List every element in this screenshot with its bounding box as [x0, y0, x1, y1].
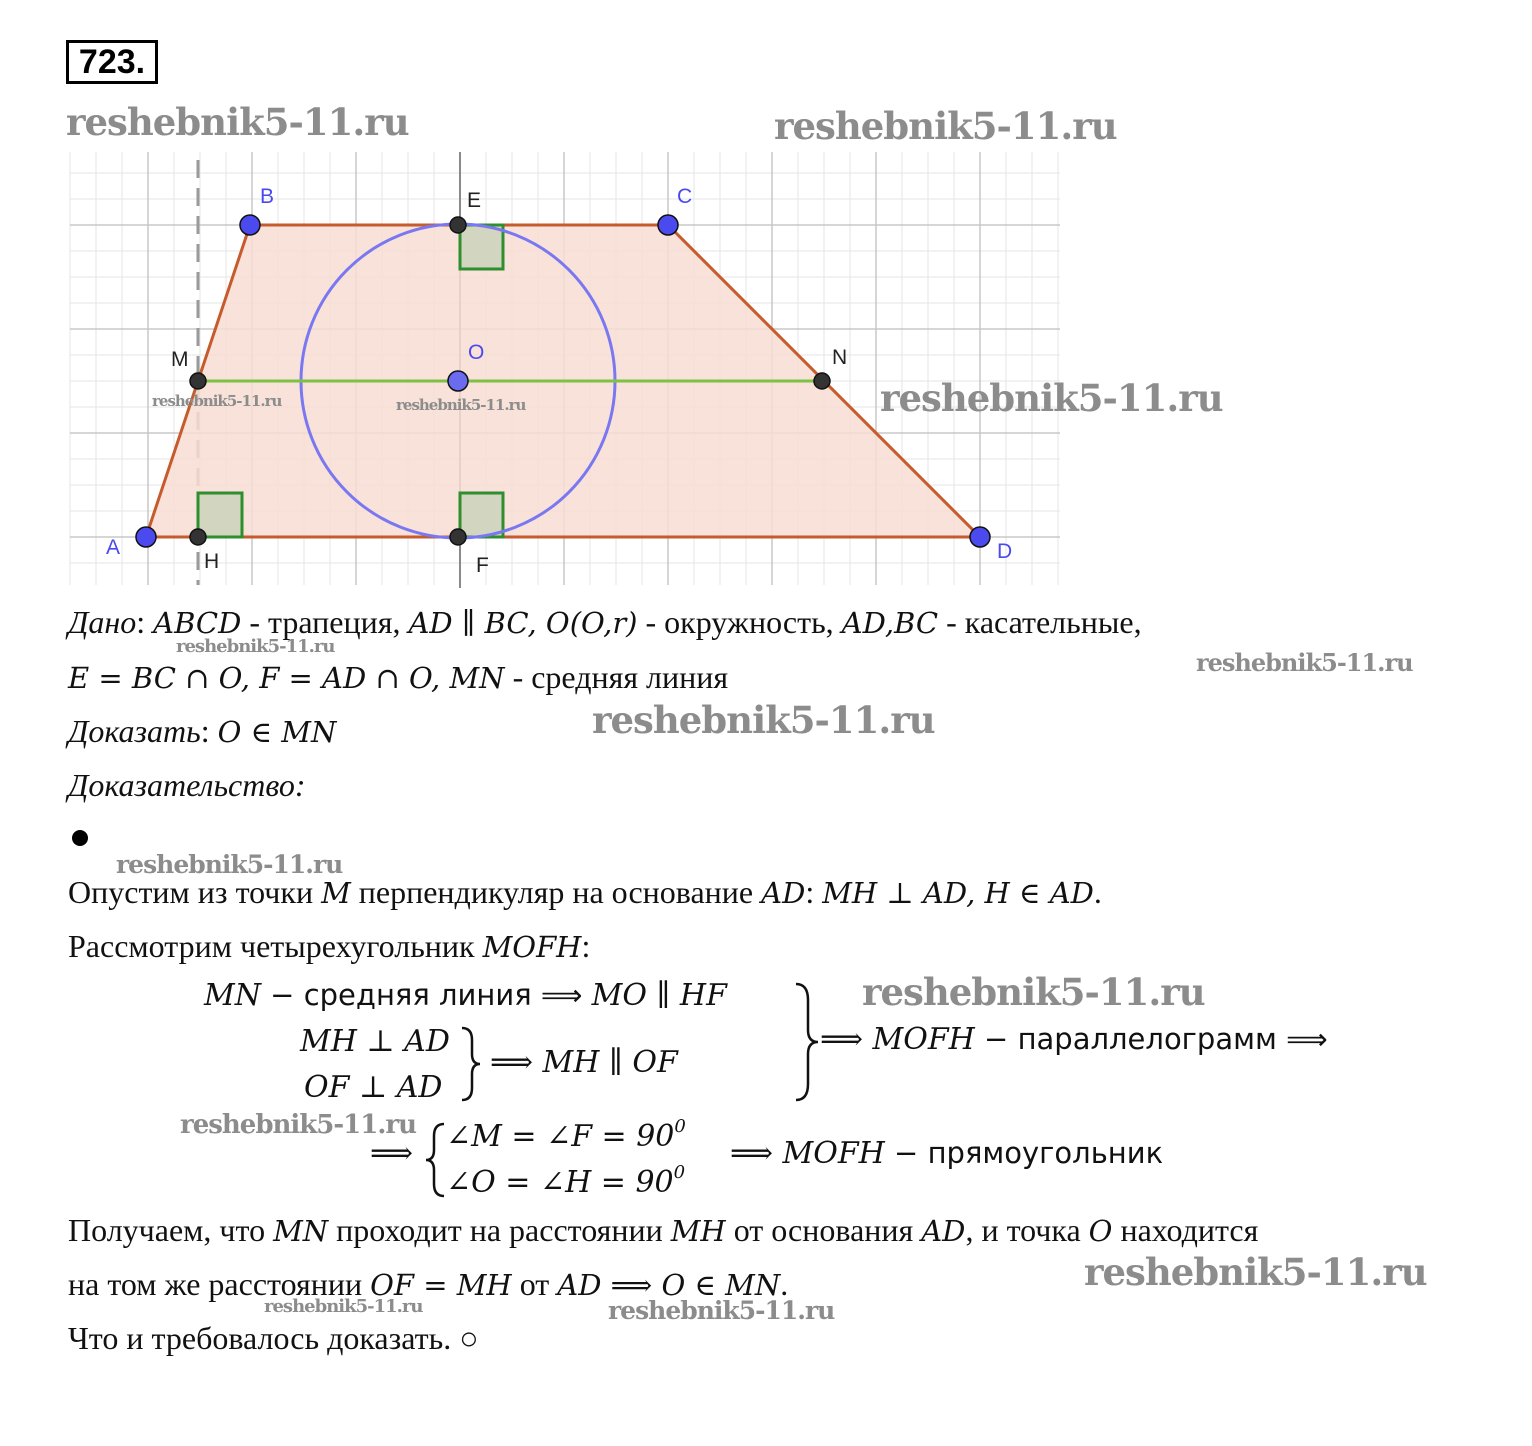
point-F: [450, 529, 466, 545]
point-A: [136, 527, 156, 547]
right-angle-E: [460, 225, 503, 269]
watermark: reshebnik5-11.ru: [396, 396, 526, 414]
right-angle-H: [198, 493, 242, 537]
point-M: [190, 373, 206, 389]
watermark: reshebnik5-11.ru: [592, 698, 935, 742]
point-N: [814, 373, 830, 389]
large-brace: [792, 980, 820, 1104]
label-F: F: [476, 554, 489, 577]
proof-line-3: Получаем, что MN проходит на расстоянии MH от основания AD, и точка O находится: [68, 1212, 1259, 1248]
watermark: reshebnik5-11.ru: [180, 1110, 417, 1140]
point-H: [190, 529, 206, 545]
watermark: reshebnik5-11.ru: [608, 1296, 835, 1325]
right-angle-F: [460, 493, 503, 537]
label-B: B: [260, 185, 275, 208]
problem-number: 723.: [66, 40, 158, 84]
watermark: reshebnik5-11.ru: [152, 392, 282, 410]
proof-line-1: Опустим из точки M перпендикуляр на основание AD: MH ⊥ AD, H ∈ AD.: [68, 874, 1102, 910]
equation-arrow: ⟹: [370, 1136, 414, 1171]
point-E: [450, 217, 466, 233]
watermark: reshebnik5-11.ru: [1084, 1250, 1427, 1294]
watermark: reshebnik5-11.ru: [880, 376, 1223, 420]
point-B: [240, 215, 260, 235]
bullet: [72, 830, 88, 846]
label-H: H: [204, 550, 220, 573]
label-C: C: [677, 185, 693, 208]
angle-brace: [424, 1120, 448, 1200]
watermark: reshebnik5-11.ru: [774, 104, 1117, 148]
given-label: Дано: [68, 604, 137, 640]
given-line-1: Дано: ABCD - трапеция, AD ∥ BC, O(O,r) - окружность, AD,BC - касательные,: [68, 604, 1142, 640]
label-A: A: [106, 536, 121, 559]
watermark: reshebnik5-11.ru: [66, 100, 409, 144]
small-brace: [458, 1024, 482, 1104]
equation-rectangle: ⟹ MOFH − прямоугольник: [730, 1136, 1164, 1171]
given-line-2: E = BC ∩ O, F = AD ∩ O, MN - средняя линия: [68, 659, 729, 695]
point-C: [658, 215, 678, 235]
watermark: reshebnik5-11.ru: [1196, 648, 1413, 677]
equation-mh-parallel: ⟹ MH ∥ OF: [490, 1045, 678, 1080]
label-D: D: [997, 540, 1013, 563]
point-O: [448, 371, 468, 391]
prove-label: Доказать: [68, 713, 201, 749]
equation-of-perp: OF ⊥ AD: [304, 1070, 443, 1105]
watermark: reshebnik5-11.ru: [176, 636, 335, 657]
watermark: reshebnik5-11.ru: [116, 850, 343, 879]
label-M: M: [171, 348, 189, 371]
point-D: [970, 527, 990, 547]
proof-line-2: Рассмотрим четырехугольник MOFH:: [68, 928, 591, 964]
prove-line: Доказать: O ∈ MN: [68, 713, 337, 749]
equation-angles-mf: ∠M = ∠F = $90^0$: [446, 1116, 686, 1154]
proof-label: Доказательство:: [68, 767, 306, 803]
label-O: O: [468, 341, 485, 364]
equation-angles-oh: ∠O = ∠H = $90^0$: [446, 1162, 686, 1200]
watermark: reshebnik5-11.ru: [862, 970, 1205, 1014]
proof-line-4: на том же расстоянии OF = MH от AD ⟹ O ∈ MN.: [68, 1266, 789, 1302]
equation-mh-perp: MH ⊥ AD: [300, 1024, 450, 1059]
watermark: reshebnik5-11.ru: [264, 1296, 423, 1317]
label-N: N: [832, 346, 848, 369]
proof-conclusion: Что и требовалось доказать. ○: [68, 1320, 479, 1356]
equation-parallelogram: ⟹ MOFH − параллелограмм ⟹: [820, 1022, 1328, 1057]
equation-midline: MN − средняя линия ⟹ MO ∥ HF: [204, 978, 727, 1013]
label-E: E: [467, 189, 482, 212]
trapezoid-figure: [60, 145, 1070, 595]
